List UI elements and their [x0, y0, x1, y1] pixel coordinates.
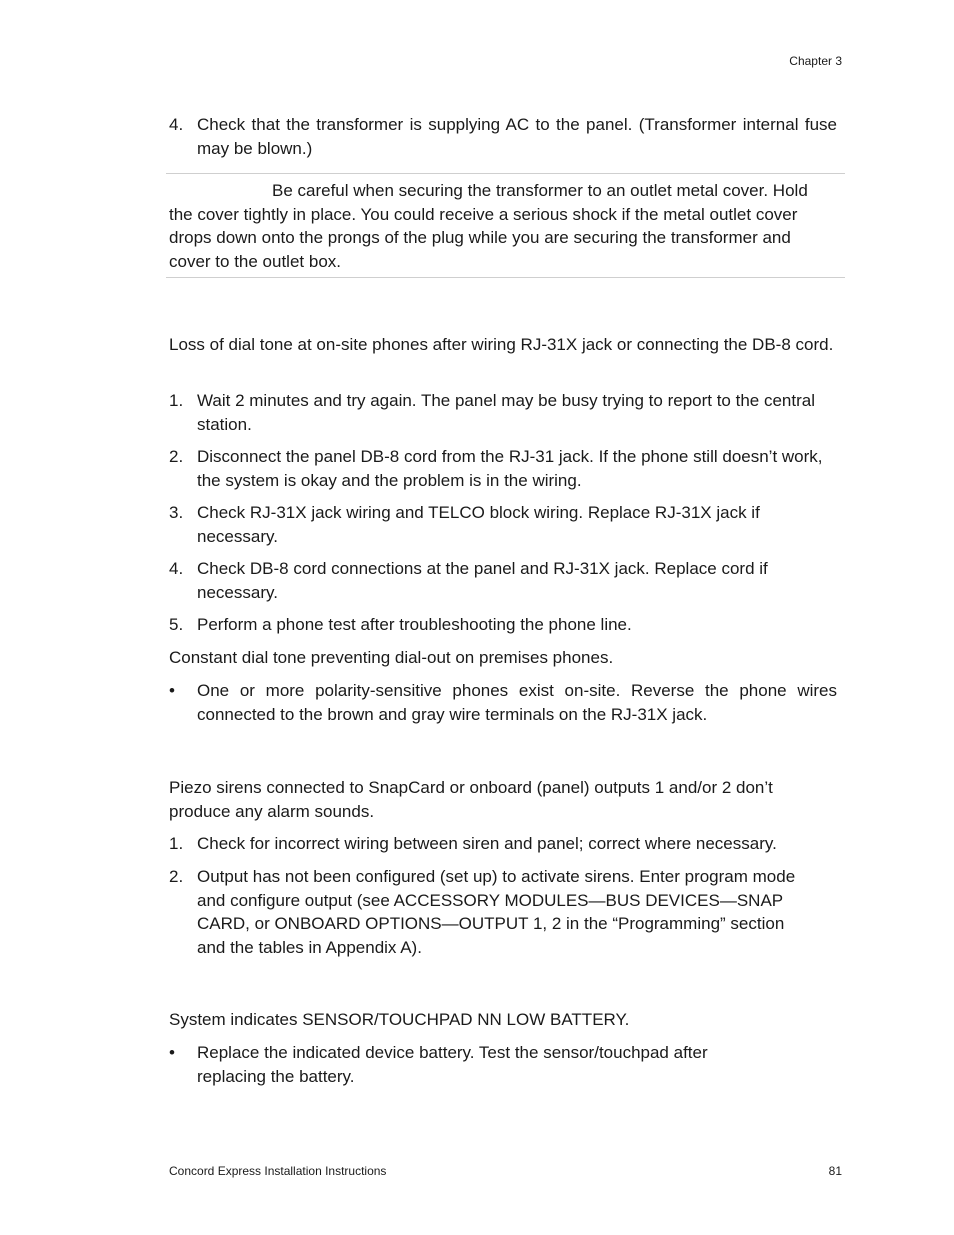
list-marker: 4. [169, 115, 184, 134]
list-item [169, 613, 837, 637]
bullet-marker: • [169, 681, 175, 700]
bullet-item [169, 679, 837, 726]
list-marker: 5. [169, 615, 184, 634]
list-text: Check DB-8 cord connections at the panel and RJ-31X jack. Replace cord if necessary. [197, 559, 768, 602]
problem-constant-dial-tone: Constant dial tone preventing dial-out on premises phones. [169, 648, 614, 667]
problem-piezo-sirens: Piezo sirens connected to SnapCard or onboard (panel) outputs 1 and/or 2 don’t produce any alarm sounds. [169, 778, 773, 821]
list-text: Check that the transformer is supplying AC to the panel. (Transformer internal fuse may be blown.) [197, 115, 837, 158]
list-text: Wait 2 minutes and try again. The panel may be busy trying to report to the central station. [197, 391, 815, 434]
list-marker: 4. [169, 559, 184, 578]
list-text: Output has not been configured (set up) to activate sirens. Enter program mode and configure output (see ACCESSORY MODULES—BUS DEVICES—SNAP CARD, or ONBOARD OPTIONS—OUTPUT 1, 2 in the “Programming” section and the tables in Appendix A). [197, 867, 796, 957]
list-text: Check for incorrect wiring between siren and panel; correct where necessary. [197, 834, 777, 853]
problem-low-battery: System indicates SENSOR/TOUCHPAD NN LOW BATTERY. [169, 1010, 630, 1029]
list-text: Check RJ-31X jack wiring and TELCO block wiring. Replace RJ-31X jack if necessary. [197, 503, 760, 546]
list-marker: 2. [169, 867, 184, 886]
list-item [169, 445, 837, 492]
caution-box [166, 173, 845, 278]
list-text: Disconnect the panel DB-8 cord from the RJ-31 jack. If the phone still doesn’t work, the system is okay and the problem is in the wiring. [197, 447, 823, 490]
chapter-label: Chapter 3 [789, 54, 842, 68]
page-number: 81 [828, 1164, 842, 1178]
list-marker: 2. [169, 447, 184, 466]
bullet-text: Replace the indicated device battery. Test the sensor/touchpad after replacing the battery. [197, 1043, 708, 1086]
footer-doc-title: Concord Express Installation Instructions [169, 1164, 387, 1178]
list-marker: 3. [169, 503, 184, 522]
list-item [169, 389, 837, 436]
list-item [169, 557, 837, 604]
bullet-item [169, 1041, 837, 1088]
list-item [169, 865, 837, 959]
bullet-marker: • [169, 1043, 175, 1062]
list-item [169, 113, 837, 160]
list-marker: 1. [169, 391, 184, 410]
list-item [169, 501, 837, 548]
caution-text: Be careful when securing the transformer to an outlet metal cover. Hold the cover tightly in place. You could receive a serious shock if the metal outlet cover drops down onto the prongs of the plug while you are securing the transformer and cover to the outlet box. [169, 181, 808, 271]
list-item [169, 832, 837, 856]
problem-loss-of-dial-tone: Loss of dial tone at on-site phones after wiring RJ-31X jack or connecting the DB-8 cord. [169, 335, 834, 354]
bullet-text: One or more polarity-sensitive phones exist on-site. Reverse the phone wires connected to the brown and gray wire terminals on the RJ-31X jack. [197, 681, 837, 724]
list-text: Perform a phone test after troubleshooting the phone line. [197, 615, 632, 634]
list-marker: 1. [169, 834, 184, 853]
